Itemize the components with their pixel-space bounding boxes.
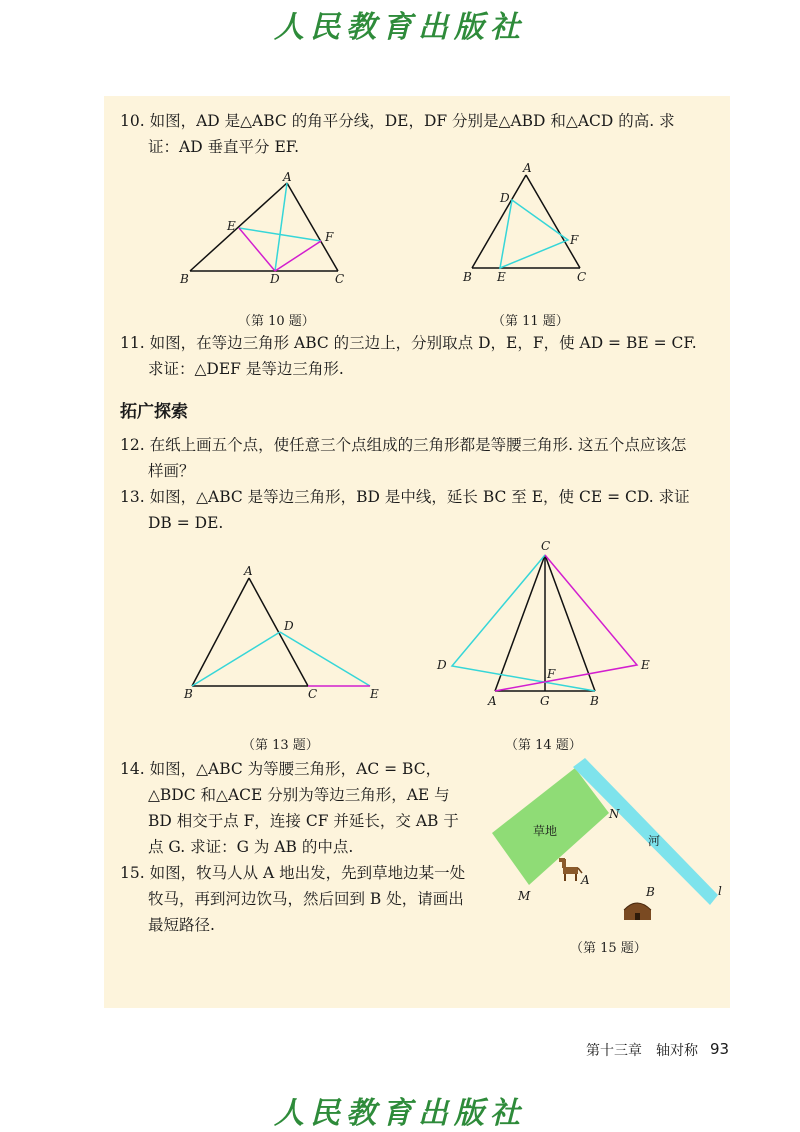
publisher-logo-top: 人民教育出版社 — [274, 10, 526, 45]
fig10-label-a: A — [283, 170, 292, 184]
figure-13 — [180, 560, 395, 705]
fig14-side-ac — [495, 555, 545, 691]
problem-14-line3: BD 相交于点 F，连接 CF 并延长，交 AB 于 — [148, 812, 459, 830]
problem-14-line4: 点 G. 求证：G 为 AB 的中点. — [148, 838, 354, 856]
problem-15-line3: 最短路径. — [148, 916, 215, 934]
fig14-label-c: C — [541, 539, 551, 553]
fig11-label-f: F — [570, 233, 579, 247]
fig15-label-b: B — [646, 885, 655, 899]
publisher-logo-bottom: 人民教育出版社 — [274, 1096, 526, 1131]
fig11-label-e: E — [497, 270, 506, 284]
fig10-label-d: D — [270, 272, 280, 286]
problem-14-line2: △BDC 和△ACE 分别为等边三角形，AE 与 — [148, 786, 450, 804]
horse-icon — [559, 858, 582, 881]
fig11-label-b: B — [463, 270, 472, 284]
caption-13: （第 13 题） — [242, 738, 319, 753]
caption-10: （第 10 题） — [238, 314, 315, 329]
fig15-label-n: N — [609, 807, 620, 821]
yurt-icon — [624, 903, 651, 920]
fig10-side-ab — [190, 183, 287, 271]
problem-11-line2: 求证：△DEF 是等边三角形. — [148, 360, 344, 378]
problem-14-line1: 14. 如图，△ABC 为等腰三角形，AC = BC， — [120, 760, 442, 778]
fig14-triangle-ace — [495, 555, 637, 691]
grass-label: 草地 — [533, 824, 558, 838]
fig10-segment-ad — [275, 183, 287, 271]
fig10-segment-df — [275, 241, 321, 271]
problem-15-line1: 15. 如图，牧马人从 A 地出发，先到草地边某一处 — [120, 864, 466, 882]
fig13-label-e: E — [370, 687, 379, 701]
fig11-side-ab — [472, 175, 526, 268]
fig11-triangle-def — [500, 200, 568, 268]
fig10-label-f: F — [325, 230, 334, 244]
fig14-triangle-bdc — [452, 555, 595, 691]
river-label: 河 — [648, 834, 661, 848]
section-heading: 拓广探索 — [120, 402, 188, 422]
fig13-label-b: B — [184, 687, 193, 701]
page-number: 93 — [710, 1040, 730, 1058]
fig11-label-c: C — [577, 270, 587, 284]
problem-15-line2: 牧马，再到河边饮马，然后回到 B 处，请画出 — [148, 890, 464, 908]
problem-12-line1: 12. 在纸上画五个点，使任意三个点组成的三角形都是等腰三角形. 这五个点应该怎 — [120, 436, 687, 454]
problem-10-line1: 10. 如图，AD 是△ABC 的角平分线，DE，DF 分别是△ABD 和△ACD 的高. 求 — [120, 112, 675, 130]
fig13-label-c: C — [308, 687, 318, 701]
problem-12-line2: 样画？ — [148, 462, 195, 480]
fig15-label-m: M — [518, 889, 531, 903]
fig10-label-e: E — [227, 219, 236, 233]
fig13-segment-bd — [192, 632, 280, 686]
fig13-side-ac — [249, 578, 308, 686]
problem-11-line1: 11. 如图，在等边三角形 ABC 的三边上，分别取点 D，E，F，使 AD = BE = CF. — [120, 334, 697, 352]
fig10-label-b: B — [180, 272, 189, 286]
fig14-label-e: E — [641, 658, 650, 672]
fig14-label-b: B — [590, 694, 599, 708]
fig13-label-a: A — [244, 564, 253, 578]
fig14-label-g: G — [540, 694, 550, 708]
fig11-label-a: A — [523, 161, 532, 175]
problem-13-line2: DB = DE. — [148, 514, 224, 532]
fig13-label-d: D — [284, 619, 294, 633]
fig13-side-ab — [192, 578, 249, 686]
problem-13-line1: 13. 如图，△ABC 是等边三角形，BD 是中线，延长 BC 至 E，使 CE = CD. 求证 — [120, 488, 690, 506]
fig15-label-l: l — [718, 884, 722, 898]
fig14-label-d: D — [437, 658, 447, 672]
fig10-segment-de — [239, 228, 275, 271]
fig14-label-a: A — [488, 694, 497, 708]
figure-14 — [430, 535, 660, 710]
river — [573, 758, 718, 905]
caption-11: （第 11 题） — [492, 314, 569, 329]
fig14-label-f: F — [547, 667, 556, 681]
figure-10 — [175, 170, 365, 295]
problem-10-line2: 证：AD 垂直平分 EF. — [148, 138, 300, 156]
figure-11 — [460, 160, 600, 290]
figure-15 — [485, 755, 730, 920]
fig15-label-a: A — [581, 873, 590, 887]
fig11-label-d: D — [500, 191, 510, 205]
caption-15: （第 15 题） — [570, 941, 647, 956]
caption-14: （第 14 题） — [505, 738, 582, 753]
chapter-title: 第十三章 轴对称 — [586, 1043, 698, 1059]
fig10-label-c: C — [335, 272, 345, 286]
